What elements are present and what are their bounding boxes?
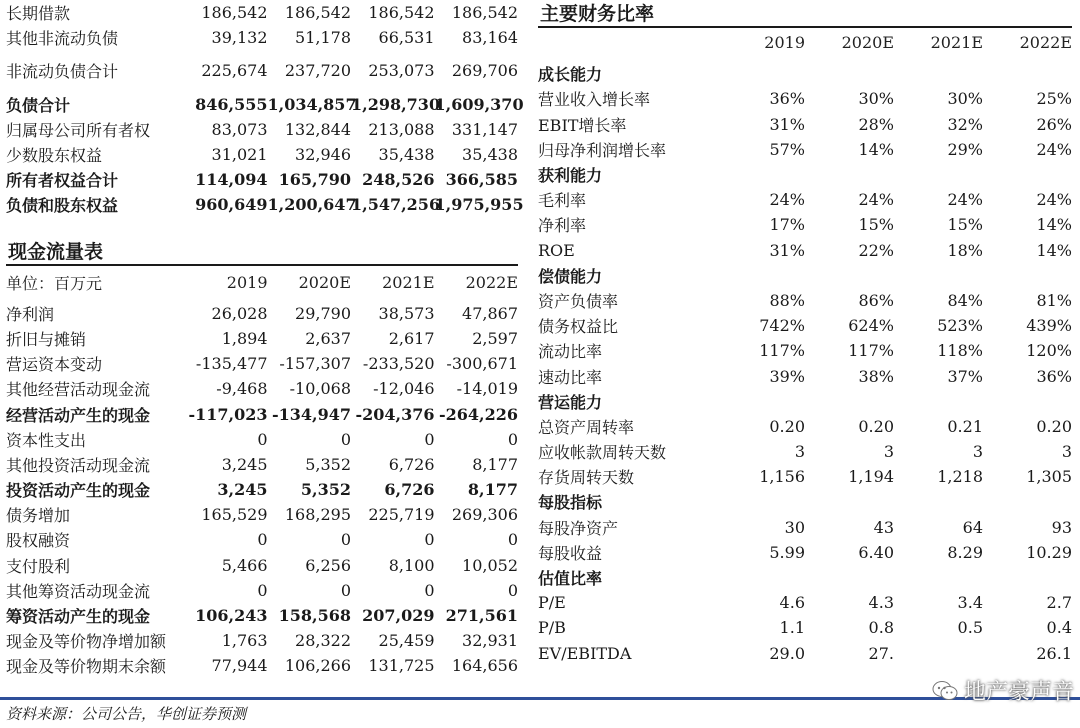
section-header: [538, 565, 1072, 590]
cell-value: 118%: [937, 341, 983, 361]
cell-value: 1,034,857: [267, 94, 357, 114]
cell-value: 32,946: [295, 145, 351, 165]
cell-value: 0: [424, 429, 435, 449]
cell-value: 1,609,370: [434, 94, 524, 114]
cell-value: 36%: [1036, 366, 1072, 386]
cell-value: 3: [883, 442, 894, 462]
cell-value: 0: [507, 580, 518, 600]
row-label: 营运资本变动: [6, 355, 103, 375]
cell-value: 6.40: [858, 542, 894, 562]
table-row: [538, 515, 1072, 540]
cell-value: 39,132: [211, 28, 268, 48]
wechat-icon: [932, 680, 958, 702]
table-row: [6, 452, 518, 477]
row-label: 成长能力: [538, 65, 603, 85]
table-row: [6, 653, 518, 678]
table-row: [6, 351, 518, 376]
cell-value: 0.21: [947, 416, 983, 436]
table-row: [538, 338, 1072, 363]
cell-value: 0.5: [957, 618, 983, 638]
row-label: 总资产周转率: [538, 417, 635, 437]
cell-value: 15%: [947, 215, 983, 235]
table-row: [6, 527, 518, 552]
table-row: [6, 477, 518, 502]
cell-value: 31,021: [211, 145, 268, 165]
cell-value: -14,019: [456, 379, 518, 399]
cell-value: -12,046: [373, 379, 435, 399]
table-row: [6, 502, 518, 527]
cell-value: 106,243: [195, 606, 268, 626]
cell-value: 8,177: [472, 454, 518, 474]
table-row: [538, 86, 1072, 111]
row-label: P/B: [538, 618, 566, 638]
cell-value: 25,459: [378, 631, 435, 651]
cell-value: 0.8: [868, 618, 894, 638]
cell-value: 225,674: [201, 61, 268, 81]
cell-value: -204,376: [355, 404, 435, 424]
ratios-table: [538, 61, 1072, 666]
cell-value: 0: [340, 580, 351, 600]
table-row: [6, 0, 518, 25]
table-row: [6, 117, 518, 142]
cell-value: 5,352: [305, 454, 351, 474]
table-row: [6, 167, 518, 192]
cell-value: 30: [784, 517, 805, 537]
cell-value: 269,706: [451, 61, 518, 81]
cell-value: 1,975,955: [434, 195, 524, 215]
cell-value: 36%: [769, 89, 805, 109]
row-label: 资本性支出: [6, 430, 87, 450]
row-label: 营业收入增长率: [538, 90, 651, 110]
cell-value: 37%: [947, 366, 983, 386]
cell-value: -233,520: [362, 354, 435, 374]
right-panel: [538, 0, 1072, 666]
cashflow-table: [6, 301, 518, 679]
table-row: [6, 376, 518, 401]
cell-value: 164,656: [451, 656, 518, 676]
cell-value: -300,671: [446, 354, 518, 374]
year-header: 2020E: [841, 33, 894, 53]
cell-value: 43: [873, 517, 894, 537]
cell-value: 93: [1051, 517, 1072, 537]
cell-value: 624%: [848, 316, 894, 336]
row-label: 债务权益比: [538, 317, 619, 337]
cell-value: 1,218: [937, 467, 983, 487]
row-label: EBIT增长率: [538, 115, 627, 135]
cell-value: 158,568: [278, 606, 351, 626]
table-row: [538, 590, 1072, 615]
cell-value: 8,100: [388, 555, 435, 575]
table-row: [538, 641, 1072, 666]
cell-value: 25%: [1036, 89, 1072, 109]
footer-rule: [0, 697, 1080, 700]
cell-value: 64: [962, 517, 983, 537]
cell-value: 83,073: [211, 119, 268, 139]
cell-value: 30%: [858, 89, 894, 109]
cell-value: -264,226: [438, 404, 518, 424]
table-row: [538, 363, 1072, 388]
row-label: 折旧与摊销: [6, 329, 87, 349]
unit-label: 单位：百万元: [6, 273, 103, 293]
cell-value: 14%: [858, 139, 894, 159]
cell-value: 29.0: [769, 643, 805, 663]
year-header: 2019: [764, 33, 805, 53]
cell-value: 47,867: [462, 303, 518, 323]
cell-value: 165,529: [201, 505, 268, 525]
table-row: [538, 439, 1072, 464]
cell-value: -157,307: [279, 354, 351, 374]
cell-value: 57%: [769, 139, 805, 159]
cell-value: 742%: [759, 316, 805, 336]
row-label: 偿债能力: [538, 266, 603, 286]
cell-value: 331,147: [451, 119, 518, 139]
cell-value: 51,178: [295, 28, 351, 48]
cell-value: 117%: [759, 341, 805, 361]
year-header: 2020E: [298, 272, 351, 292]
table-row: [6, 301, 518, 326]
cell-value: 38%: [858, 366, 894, 386]
row-label: 支付股利: [6, 556, 71, 576]
cell-value: 2.7: [1046, 593, 1072, 613]
cell-value: 168,295: [284, 505, 351, 525]
row-label: 流动比率: [538, 342, 603, 362]
table-row: [6, 427, 518, 452]
source-note: 资料来源：公司公告，华创证券预测: [6, 705, 247, 723]
cell-value: 3: [1061, 442, 1072, 462]
cell-value: 1,298,730: [351, 94, 441, 114]
cell-value: 0.20: [858, 416, 894, 436]
table-row: [6, 92, 524, 117]
cell-value: 3,245: [221, 454, 268, 474]
cell-value: 24%: [858, 190, 894, 210]
section-header: [538, 489, 1072, 514]
row-label: 估值比率: [538, 569, 603, 589]
cell-value: 0: [340, 530, 351, 550]
section-header: [538, 61, 1072, 86]
cell-value: 66,531: [378, 28, 435, 48]
cell-value: 846,555: [195, 94, 268, 114]
cell-value: 30%: [947, 89, 983, 109]
cell-value: 6,726: [388, 454, 435, 474]
cell-value: 35,438: [462, 145, 518, 165]
cell-value: 0: [257, 530, 268, 550]
cell-value: 237,720: [284, 61, 351, 81]
cell-value: 5,352: [300, 480, 351, 500]
cell-value: 88%: [769, 290, 805, 310]
cell-value: 83,164: [462, 28, 518, 48]
cell-value: 131,725: [368, 656, 435, 676]
row-label: 长期借款: [6, 4, 71, 24]
section-header: [538, 162, 1072, 187]
table-row: [6, 192, 524, 217]
table-row: [538, 414, 1072, 439]
cell-value: 1,894: [221, 328, 268, 348]
cell-value: 18%: [947, 240, 983, 260]
row-label: 投资活动产生的现金: [6, 481, 151, 501]
cell-value: 0: [424, 530, 435, 550]
cell-value: 24%: [1036, 190, 1072, 210]
row-label: 负债和股东权益: [6, 196, 119, 216]
cell-value: 523%: [937, 316, 983, 336]
cashflow-title: 现金流量表: [6, 238, 518, 266]
cell-value: 1,305: [1026, 467, 1072, 487]
cell-value: 26%: [1036, 114, 1072, 134]
cell-value: 248,526: [362, 170, 435, 190]
table-row: [538, 187, 1072, 212]
row-label: EV/EBITDA: [538, 643, 632, 663]
cell-value: 32%: [947, 114, 983, 134]
cell-value: 213,088: [368, 119, 435, 139]
table-row: [6, 25, 518, 50]
watermark: [932, 675, 1074, 706]
cell-value: 0: [340, 429, 351, 449]
cell-value: 1,156: [759, 467, 805, 487]
cell-value: 3,245: [217, 480, 268, 500]
row-label: 应收帐款周转天数: [538, 443, 667, 463]
cell-value: 38,573: [378, 303, 435, 323]
cell-value: 8,177: [467, 480, 518, 500]
balance-sheet-tail: [6, 0, 524, 218]
table-row: [6, 58, 518, 83]
cell-value: 28%: [858, 114, 894, 134]
cell-value: 81%: [1036, 290, 1072, 310]
cell-value: -134,947: [271, 404, 351, 424]
cell-value: 6,726: [384, 480, 435, 500]
cell-value: 165,790: [278, 170, 351, 190]
cell-value: -135,477: [195, 354, 268, 374]
cell-value: 1,194: [848, 467, 894, 487]
row-label: 筹资活动产生的现金: [6, 607, 151, 627]
row-label: 每股净资产: [538, 518, 619, 538]
row-label: 其他非流动负债: [6, 29, 119, 49]
table-row: [538, 112, 1072, 137]
cell-value: 84%: [947, 290, 983, 310]
cell-value: 106,266: [284, 656, 351, 676]
section-header: [538, 389, 1072, 414]
left-panel: [6, 0, 524, 679]
row-label: 营运能力: [538, 392, 603, 412]
cell-value: 3.4: [957, 593, 983, 613]
cell-value: 6,256: [305, 555, 351, 575]
cell-value: 271,561: [445, 606, 518, 626]
row-label: 每股指标: [538, 493, 603, 513]
cell-value: 32,931: [462, 631, 518, 651]
cell-value: -117,023: [188, 404, 268, 424]
row-label: 归属母公司所有者权: [6, 120, 151, 140]
row-label: P/E: [538, 593, 566, 613]
cell-value: 3: [794, 442, 805, 462]
table-row: [6, 326, 518, 351]
table-row: [6, 578, 518, 603]
ratios-title: 主要财务比率: [538, 0, 1072, 28]
cell-value: 117%: [848, 341, 894, 361]
cell-value: 77,944: [211, 656, 268, 676]
cell-value: 29,790: [295, 303, 351, 323]
row-label: 净利润: [6, 304, 55, 324]
row-label: 净利率: [538, 216, 587, 236]
table-row: [6, 628, 518, 653]
table-row: [538, 615, 1072, 640]
ratios-header-row: [538, 30, 1072, 55]
table-row: [538, 540, 1072, 565]
cell-value: 2,637: [305, 328, 351, 348]
cell-value: 10.29: [1026, 542, 1072, 562]
row-label: 毛利率: [538, 191, 587, 211]
cell-value: 10,052: [462, 555, 518, 575]
cell-value: 960,649: [195, 195, 268, 215]
cell-value: 39%: [769, 366, 805, 386]
cell-value: 4.6: [779, 593, 805, 613]
cell-value: 14%: [1036, 240, 1072, 260]
table-row: [538, 313, 1072, 338]
cell-value: 0: [257, 580, 268, 600]
cell-value: 186,542: [451, 3, 518, 23]
cell-value: 366,585: [445, 170, 518, 190]
table-row: [6, 603, 518, 628]
row-label: 债务增加: [6, 506, 71, 526]
cell-value: 2,597: [472, 328, 518, 348]
cell-value: 1.1: [779, 618, 805, 638]
row-label: ROE: [538, 240, 575, 260]
cell-value: 120%: [1026, 341, 1072, 361]
cell-value: 186,542: [368, 3, 435, 23]
watermark-text: 地产豪声音: [963, 680, 1074, 705]
row-label: 经营活动产生的现金: [6, 405, 151, 425]
cell-value: 5,466: [221, 555, 268, 575]
cell-value: 4.3: [868, 593, 894, 613]
cell-value: 0: [257, 429, 268, 449]
cell-value: 269,306: [451, 505, 518, 525]
row-label: 现金及等价物净增加额: [6, 632, 167, 652]
cell-value: 27.: [868, 643, 894, 663]
cell-value: 24%: [769, 190, 805, 210]
cell-value: 0.20: [769, 416, 805, 436]
cell-value: 8.29: [947, 542, 983, 562]
table-row: [538, 238, 1072, 263]
row-label: 获利能力: [538, 166, 603, 186]
row-label: 其他经营活动现金流: [6, 380, 151, 400]
year-header: 2021E: [930, 33, 983, 53]
cell-value: 3: [972, 442, 983, 462]
cell-value: 86%: [858, 290, 894, 310]
row-label: 其他投资活动现金流: [6, 455, 151, 475]
row-label: 归母净利润增长率: [538, 140, 667, 160]
row-label: 负债合计: [6, 95, 71, 115]
table-row: [538, 288, 1072, 313]
cell-value: 0: [507, 530, 518, 550]
section-header: [538, 263, 1072, 288]
cell-value: 24%: [1036, 139, 1072, 159]
row-label: 非流动负债合计: [6, 62, 119, 82]
cell-value: 22%: [858, 240, 894, 260]
cell-value: 1,763: [221, 631, 268, 651]
cell-value: 5.99: [769, 542, 805, 562]
year-header: 2019: [226, 272, 268, 292]
cell-value: 29%: [947, 139, 983, 159]
row-label: 现金及等价物期末余额: [6, 657, 167, 677]
row-label: 股权融资: [6, 531, 71, 551]
cell-value: 15%: [858, 215, 894, 235]
cell-value: 0.4: [1046, 618, 1072, 638]
cell-value: 28,322: [295, 631, 351, 651]
table-row: [6, 553, 518, 578]
cell-value: 26.1: [1036, 643, 1072, 663]
table-row: [538, 464, 1072, 489]
table-row: [538, 212, 1072, 237]
row-label: 每股收益: [538, 543, 603, 563]
cell-value: -9,468: [216, 379, 268, 399]
cell-value: 186,542: [201, 3, 268, 23]
cell-value: 31%: [769, 114, 805, 134]
row-label: 存货周转天数: [538, 468, 635, 488]
cell-value: 17%: [769, 215, 805, 235]
table-row: [6, 401, 518, 426]
cell-value: 1,200,647: [267, 195, 357, 215]
year-header: 2021E: [382, 272, 435, 292]
cell-value: 0.20: [1036, 416, 1072, 436]
cell-value: 31%: [769, 240, 805, 260]
cell-value: 0: [507, 429, 518, 449]
table-row: [6, 142, 518, 167]
year-header: 2022E: [465, 272, 518, 292]
row-label: 速动比率: [538, 367, 603, 387]
cashflow-header-row: [6, 270, 518, 295]
cell-value: 14%: [1036, 215, 1072, 235]
cell-value: 0: [424, 580, 435, 600]
cell-value: 207,029: [362, 606, 435, 626]
row-label: 资产负债率: [538, 291, 619, 311]
cell-value: 132,844: [284, 119, 351, 139]
row-label: 所有者权益合计: [6, 171, 119, 191]
cell-value: 253,073: [368, 61, 435, 81]
cell-value: 1,547,256: [351, 195, 441, 215]
cell-value: 439%: [1026, 316, 1072, 336]
cell-value: 186,542: [284, 3, 351, 23]
cell-value: -10,068: [289, 379, 351, 399]
cell-value: 26,028: [211, 303, 268, 323]
year-header: 2022E: [1019, 33, 1072, 53]
cell-value: 114,094: [195, 170, 268, 190]
cell-value: 225,719: [368, 505, 435, 525]
cell-value: 24%: [947, 190, 983, 210]
cell-value: 35,438: [378, 145, 435, 165]
row-label: 其他筹资活动现金流: [6, 581, 151, 601]
cell-value: 2,617: [388, 328, 435, 348]
table-row: [538, 137, 1072, 162]
row-label: 少数股东权益: [6, 146, 103, 166]
